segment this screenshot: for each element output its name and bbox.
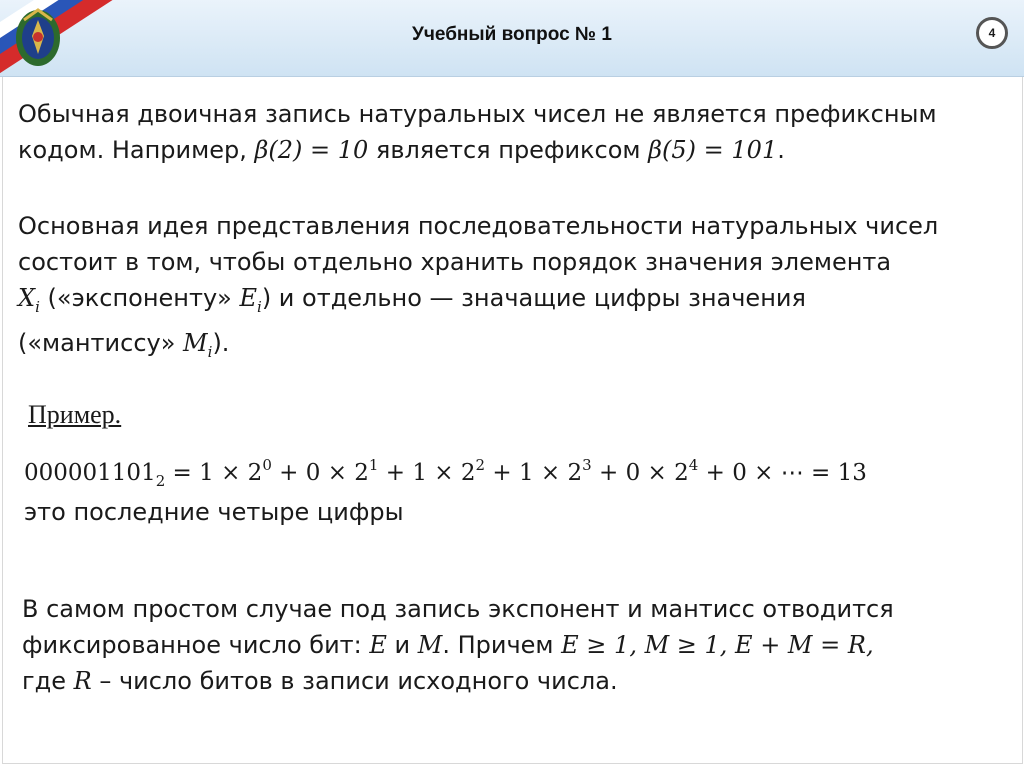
example-note: это последние четыре цифры [24,498,404,526]
formula-bit-constraints: E ≥ 1, M ≥ 1, E + M = R, [561,631,874,659]
slide-header [0,0,1024,77]
formula-beta-5: β(5) = 101 [648,136,778,164]
text-line: состоит в том, чтобы отдельно хранить порядок значения элемента [18,248,892,276]
paragraph-main-idea [18,208,1008,370]
example-label: Пример. [28,400,122,429]
text-line: («мантиссу» $M_i$). [18,329,230,361]
paragraph-fixed-bits [22,591,968,699]
text-line: где R – число битов в записи исходного числа. [22,667,618,695]
text-line: $X_i$ («экспоненту» $E_i$) и отдельно — значащие цифры значения [18,284,806,316]
page-number-badge: 4 [976,17,1008,49]
text-line: фиксированное число бит: E и M. Причем E ≥ 1, M ≥ 1, E + M = R, [22,631,874,659]
paragraph-prefix-code [18,96,1008,168]
text-line: В самом простом случае под запись экспонент и мантисс отводится [22,595,894,623]
formula-beta-2: β(2) = 10 [254,136,369,164]
text-line: Обычная двоичная запись натуральных чисел не является префиксным [18,100,937,128]
text-line: кодом. Например, β(2) = 10 является префиксом β(5) = 101. [18,136,785,164]
text-line: Основная идея представления последовательности натуральных чисел [18,212,939,240]
binary-formula: $000001101_2 = 1 \times 2^0 + 0 \times 2^1 + 1 \times 2^2 + 1 \times 2^3 + 0 \times 2^4 + 0$ × ⋯ = 13 [24,456,867,490]
slide-title: Учебный вопрос № 1 [412,24,612,45]
